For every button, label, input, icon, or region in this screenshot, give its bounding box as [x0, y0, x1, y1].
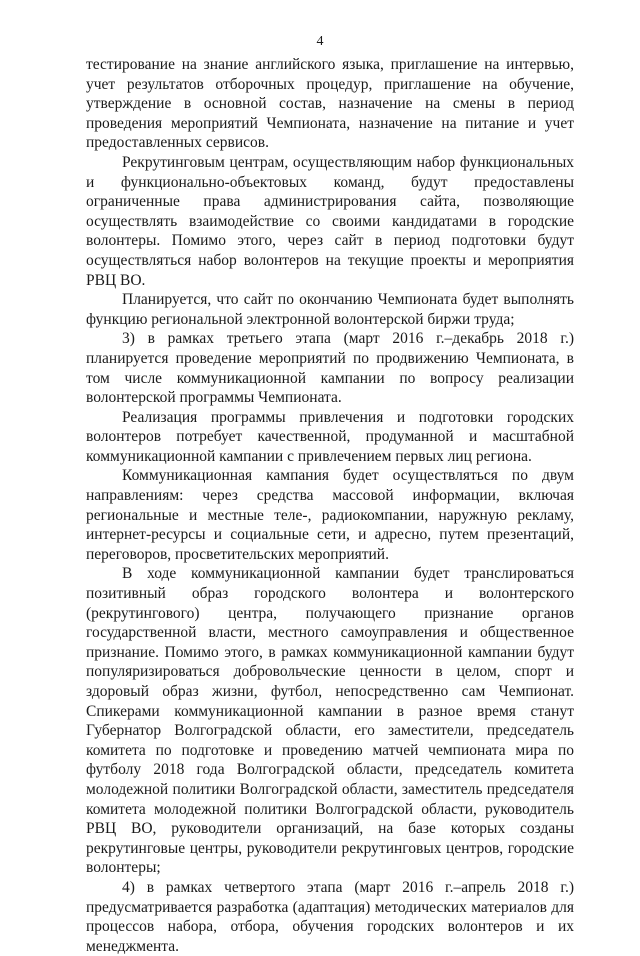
paragraph-campaign-image: В ходе коммуникационной кампании будет транслироваться позитивный образ городского волонтера и волонтерского (рекрутингового) центра, получающего признание органов государственной власти, местного самоуправления и общественное признание. Помимо этого, в рамках коммуникационной кампании будут популяризироваться добровольческие ценности в целом, спорт и здоровый образ жизни, футбол, непосредственно сам Чемпионат. Спикерами коммуникационной кампании в разное время станут Губернатор Волгоградской области, его заместители, председатель комитета по подготовке и проведению матчей чемпионата мира по футболу 2018 года Волгоградской области, председатель комитета молодежной политики Волгоградской области, заместитель председателя комитета молодежной политики Волгоградской области, руководитель РВЦ ВО, руководители организаций, на базе которых созданы рекрутинговые центры, руководители рекрутинговых центров, городские волонтеры; — [86, 565, 574, 877]
paragraph-program-implementation: Реализация программы привлечения и подготовки городских волонтеров потребует качественной, продуманной и масштабной коммуникационной кампании с привлечением первых лиц региона. — [86, 408, 574, 465]
page-number: 4 — [316, 34, 324, 49]
paragraph-stage-4: 4) в рамках четвертого этапа (март 2016 г.–апрель 2018 г.) предусматривается разработка (адаптация) методических материалов для процессов набора, отбора, обучения городских волонтеров и их менеджмента. — [86, 878, 574, 955]
paragraph-continuation: тестирование на знание английского языка, приглашение на интервью, учет результатов отборочных процедур, приглашение на обучение, утверждение в основной состав, назначение на смены в период проведения мероприятий Чемпионата, назначение на питание и учет предоставленных сервисов. — [86, 56, 574, 152]
paragraph-communication-directions: Коммуникационная кампания будет осуществляться по двум направлениям: через средства массовой информации, включая региональные и местные теле-, радиокомпании, наружную рекламу, интернет-ресурсы и социальные сети, и адресно, путем презентаций, переговоров, просветительских мероприятий. — [86, 467, 574, 563]
paragraph-recruiting-centers: Рекрутинговым центрам, осуществляющим набор функциональных и функционально-объектовых команд, будут предоставлены ограниченные права администрирования сайта, позволяющие осуществлять взаимодействие со своими кандидатами в городские волонтеры. Помимо этого, через сайт в период подготовки будут осуществляться набор волонтеров на текущие проекты и мероприятия РВЦ ВО. — [86, 153, 574, 289]
body-text — [86, 55, 574, 956]
paragraph-stage-3: 3) в рамках третьего этапа (март 2016 г.–декабрь 2018 г.) планируется проведение мероприятий по продвижению Чемпионата, в том числе коммуникационной кампании по вопросу реализации волонтерской программы Чемпионата. — [86, 330, 574, 407]
paragraph-site-after-championship: Планируется, что сайт по окончанию Чемпионата будет выполнять функцию региональной электронной волонтерской биржи труда; — [86, 291, 574, 328]
